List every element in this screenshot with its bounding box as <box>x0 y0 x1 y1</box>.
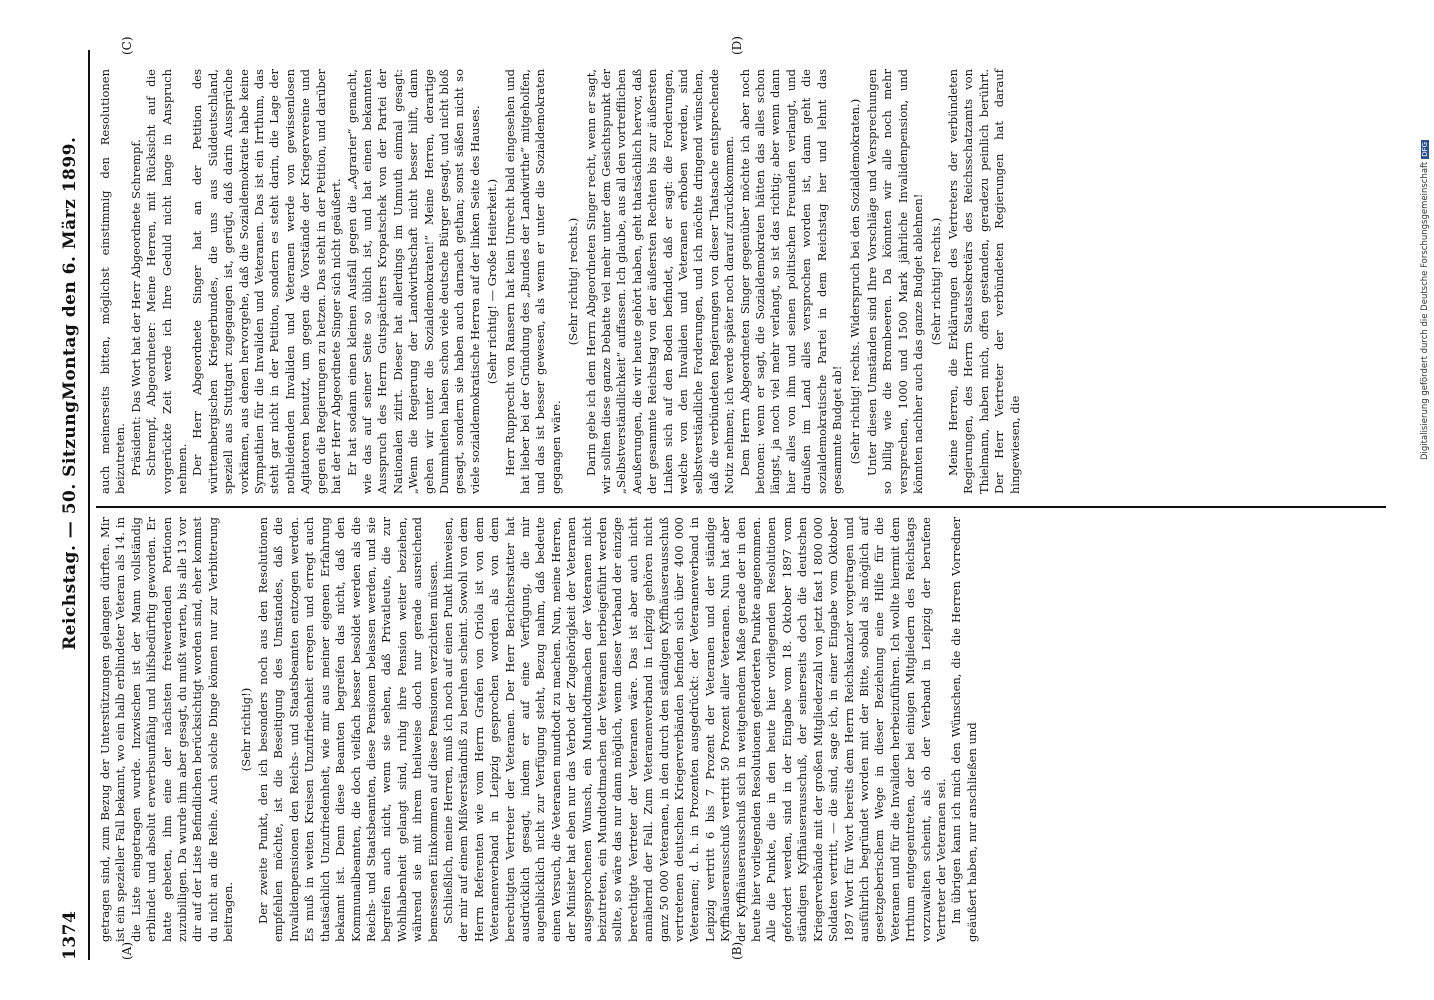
session-title: Reichstag. — 50. Sitzung. <box>60 394 80 650</box>
paragraph: Darin gebe ich dem Herrn Abgeordneten Singer recht, wenn er sagt, wir sollten diese ganze Debatte viel mehr unter dem Gesichtspunkt der „Selbstverständlichkeit“ auffassen. Ich glaube, aus all den vortrefflichen Aeußerungen, die wir heute gehört haben, geht thatsächlich hervor, daß der gesammte Reichstag von der äußersten Rechten bis zur äußersten Linken sich auf den Boden befindet, daß er sagt: die Forderungen, welche von den Invaliden und Veteranen erhoben werden, sind selbstverständliche Forderungen, und ich möchte dringend wünschen, daß die verbündeten Regierungen von dieser Thatsache entsprechende Notiz nehmen; ich werde später noch darauf zurückkommen. <box>583 69 737 494</box>
page-header <box>60 40 86 960</box>
header-rule <box>88 50 90 960</box>
paragraph: Herr Rupprecht von Ransern hat kein Unrecht bald eingesehen und hat lieber bei der Gründung des „Bundes der Landwirthe“ mitgeholfen, und das ist besser gewesen, als wenn er unter die Sozialdemokraten gegangen wäre. <box>502 69 563 494</box>
paragraph: Der Herr Abgeordnete Singer hat an der Petition des württembergischen Kriegerbundes, die uns aus Süddeutschland, speziell aus Stuttgart zugegangen ist, gerügt, daß darin Aussprüche vorkämen, aus denen hervorgehe, daß die Sozialdemokratie habe keine Sympathien für die Invaliden und Veteranen. Das ist ein Irrthum, das steht gar nicht in der Petition, sondern es steht darin, die Lage der nothleidenden Invaliden und Veteranen werde von gewissenlosen Agitatoren benutzt, um gegen die Vorstände der Kriegervereine und gegen die Regierungen zu hetzen. Das steht in der Petition, und darüber hat der Herr Abgeordnete Singer sich nicht geäußert. <box>190 69 344 494</box>
marker-a: (A) <box>120 941 134 960</box>
date-title: Montag den 6. März 1899. <box>60 136 80 400</box>
interjection: (Sehr richtig! rechts.) <box>928 217 943 346</box>
marker-d: (D) <box>730 36 744 55</box>
interjection: (Sehr richtig! rechts. Widerspruch bei den Sozialdemokraten.) <box>847 98 862 465</box>
paragraph: Unter diesen Umständen sind Ihre Vorschläge und Versprechungen so billig wie die Brombeeren. Da könnten wir alle noch mehr versprechen, 1000 und 1500 Mark jährliche Invalidenpension, und könnten nachher auch das ganze Budget ablehnen! <box>864 69 926 494</box>
marker-c: (C) <box>120 36 134 55</box>
paragraph: Er hat sodann einen kleinen Ausfall gegen die „Agrarier“ gemacht, wie das auf seiner Seite so üblich ist, und hat einen bekannten Ausspruch des Herrn Gutspächters Kropatschek von der Partei der Nationalen zitirt. Dieser hat allerdings im Unmuth einmal gesagt: „Wenn die Regierung der Landwirthschaft nicht besser hilft, dann gehen wir unter die Sozialdemokraten!“ Meine Herren, derartige Dummheiten haben schon viele deutsche Bürger gesagt, und nicht bloß gesagt, sondern sie haben auch darnach gethan; sonst säßen nicht so viele sozialdemokratische Herren auf der linken Seite des Hauses. <box>344 69 482 494</box>
credit-text: Digitalisierung gefördert durch die Deutsche Forschungsgemeinschaft <box>1420 161 1430 460</box>
interjection: (Sehr richtig!) <box>238 687 253 772</box>
right-column <box>98 69 1023 494</box>
paragraph: getragen sind, zum Bezug der Unterstützungen gelangen dürften. Mir ist ein spezieller Fall bekannt, wo ein halb erblindeter Veteran als 14. in die Liste eingetragen wurde. Inzwischen ist der Mann vollständig erblindet und absolut erwerbsunfähig und hilfsbedürftig geworden. Er hatte gebeten, ihm eine der nächsten freiwerdenden Portionen zuzubilligen. Da wurde ihm aber gesagt, du mußt warten, bis alle 13 vor dir auf der Liste Befindlichen berücksichtigt worden sind, eher kommst du nicht an die Reihe. Auch solche Dinge können nur zur Verbitterung beitragen. <box>98 517 236 942</box>
dfg-badge: DFG <box>1421 141 1429 157</box>
marker-b: (B) <box>730 941 744 960</box>
paragraph: Schrempf, Abgeordneter: Meine Herren, mit Rücksicht auf die vorgerückte Zeit werde ich Ihre Geduld nicht lange in Anspruch nehmen. <box>144 69 190 494</box>
interjection: (Sehr richtig! — Große Heiterkeit.) <box>485 178 500 385</box>
paragraph: Meine Herren, die Erklärungen des Vertreters der verbündeten Regierungen, des Herrn Staatssekretärs des Reichsschatzamts von Thielmann, haben mich, offen gestanden, geradezu peinlich berührt. Der Herr Vertreter der verbündeten Regierungen hat darauf hingewiesen, die <box>945 69 1022 494</box>
paragraph: auch meinerseits bitten, möglichst einstimmig den Resolutionen beizutreten. <box>98 69 128 494</box>
left-column <box>98 517 980 942</box>
page-number: 1374 <box>60 910 80 960</box>
paragraph: Präsident: Das Wort hat der Herr Abgeordnete Schrempf. <box>128 139 143 476</box>
paragraph: Im übrigen kann ich mich den Wünschen, die die Herren Vorredner geäußert haben, nur anschließen und <box>949 517 979 942</box>
paragraph: Schließlich, meine Herren, muß ich noch auf einen Punkt hinweisen, der mir auf einem Mißverständniß zu beruhen scheint. Sowohl von dem Herrn Referenten wie vom Herrn Grafen von Oriola ist von dem Veteranenverband in Leipzig gesprochen worden als von dem berechtigten Vertreter der Veteranen. Der Herr Berichterstatter hat ausdrücklich gesagt, indem er auf eine Verfügung, die mir augenblicklich nicht zur Verfügung steht, Bezug nahm, daß bedeute einen Versuch, die Veteranen mundtodt zu machen. Nun, meine Herren, der Minister hat eben nur das Verbot der Zugehörigkeit der Veteranen ausgesprochenen Wunsch, ein Mundtodtmachen der Veteranen nicht beizutreten, ein Mundtodtmachen der Veteranen herbeigeführt werden sollte, so wäre das nur dann möglich, wenn dieser Verband der einzige berechtigte Vertreter der Veteranen wäre. Das ist aber auch nicht annähernd der Fall. Zum Veteranenverband in Leipzig gehören nicht ganz 50 000 Veteranen, in den durch den ständigen Kyffhäuserausschuß vertretenen deutschen Kriegerverbänden befinden sich über 400 000 Veteranen; d. h. in Prozenten ausgedrückt: der Veteranenverband in Leipzig vertritt 6 bis 7 Prozent der Veteranen und der ständige Kyffhäuserausschuß vertritt 50 Prozent aller Veteranen. Nun hat aber der Kyffhäuserausschuß sich in weitgehendem Maße gerade der in den heute hier vorliegenden Resolutionen geforderten Punkte angenommen. Alle die Punkte, die in den heute hier vorliegenden Resolutionen gefordert werden, sind in der Eingabe vom 18. Oktober 1897 vom ständigen Kyffhäuserausschuß, der seinerseits doch die deutschen Kriegerverbände mit der großen Mitgliederzahl von jetzt fast 1 800 000 Soldaten vertritt, — die sind, sage ich, in einer Eingabe vom Oktober 1897 Wort für Wort bereits dem Herrn Reichskanzler vorgetragen und ausführlich begründet worden mit der Bitte, sobald als möglich auf gesetzgeberischem Wege in dieser Beziehung eine Hilfe für die Veteranen und für die Invaliden herbeizuführen. Ich wollte hiermit dem Irrthum entgegentreten, der bei einigen Mitgliedern des Reichstags vorzuwalten scheint, als ob der Verband in Leipzig der berufene Vertreter der Veteranen sei. <box>440 517 948 942</box>
column-divider <box>96 506 1386 508</box>
digitization-credit <box>1420 140 1430 460</box>
interjection: (Sehr richtig! rechts.) <box>566 217 581 346</box>
paragraph: Der zweite Punkt, den ich besonders noch aus den Resolutionen empfehlen möchte, ist die Beseitigung des Umstandes, daß die Invalidenpensionen den Reichs- und Staatsbeamten entzogen werden. Es muß in weiten Kreisen Unzufriedenheit erregen und erregt auch thatsächlich Unzufriedenheit, wie mir aus meiner eigenen Erfahrung bekannt ist. Denn diese Beamten begreifen das nicht, daß den Kommunalbeamten, die doch vielfach besser besoldet werden als die Reichs- und Staatsbeamten, diese Pensionen belassen werden, und sie begreifen auch nicht, wenn sie sehen, daß Privatleute, die zur Wohlhabenheit gelangt sind, ruhig ihre Pension weiter beziehen, während sie mit ihrem theilweise doch nur gerade ausreichend bemessenen Einkommen auf diese Pensionen verzichten müssen. <box>256 517 440 942</box>
paragraph: Dem Herrn Abgeordneten Singer gegenüber möchte ich aber noch betonen: wenn er sagt, die Sozialdemokraten hätten das alles schon längst, ja noch viel mehr verlangt, so ist das richtig; aber wenn dann hier alles von ihm und seinen politischen Freunden verlangt, und draußen im Land alles versprochen worden ist, dann geht die sozialdemokratische Partei in dem Reichstag her und lehnt das gesammte Budget ab! <box>737 69 845 494</box>
